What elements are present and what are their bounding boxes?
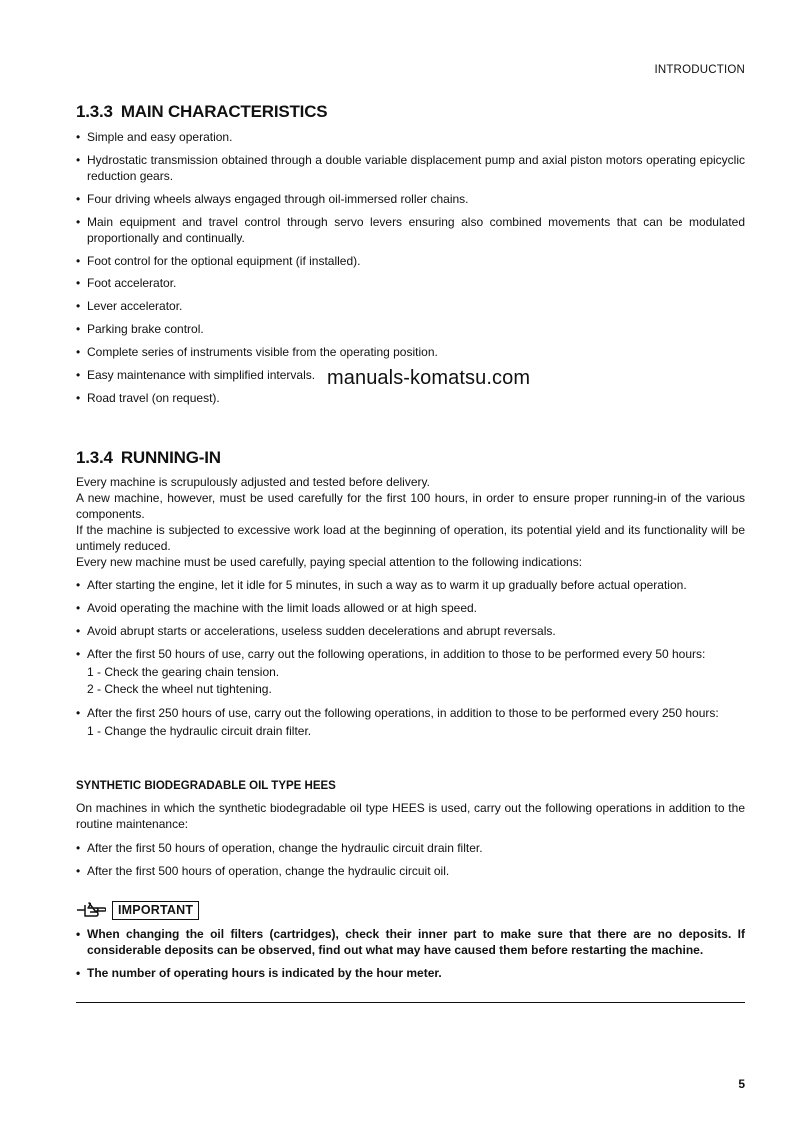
important-list xyxy=(76,926,745,988)
list-item: • Hydrostatic transmission obtained through a double variable displacement pump and axial piston motors operating epicyclic reduction gears. xyxy=(76,152,745,184)
important-label: IMPORTANT xyxy=(112,901,199,920)
list-item: • After the first 500 hours of operation, change the hydraulic circuit oil. xyxy=(76,863,745,879)
intro-paragraph: Every machine is scrupulously adjusted and tested before delivery. xyxy=(76,475,430,489)
list-item: • Complete series of instruments visible from the operating position. xyxy=(76,344,745,360)
list-item: • Avoid abrupt starts or accelerations, useless sudden decelerations and abrupt reversals. xyxy=(76,623,745,639)
sub-item xyxy=(87,723,745,740)
intro-paragraph: Every new machine must be used carefully, paying special attention to the following indications: xyxy=(76,555,583,569)
list-item: • Easy maintenance with simplified intervals. xyxy=(76,367,745,383)
list-item: • Four driving wheels always engaged through oil-immersed roller chains. xyxy=(76,191,745,207)
heading-number: 1.3.3 xyxy=(76,102,113,121)
sub-item-text: - Check the wheel nut tightening. xyxy=(93,681,272,696)
list-item: • Lever accelerator. xyxy=(76,298,745,314)
list-item: • Parking brake control. xyxy=(76,321,745,337)
hees-list xyxy=(76,840,745,886)
heading-title: RUNNING-IN xyxy=(120,448,221,467)
sub-list xyxy=(87,723,745,740)
page-number: 5 xyxy=(738,1077,745,1091)
main-characteristics-heading xyxy=(76,102,327,122)
pointing-hand-icon xyxy=(76,901,106,919)
section-header-label: INTRODUCTION xyxy=(654,64,745,76)
hees-subheading: SYNTHETIC BIODEGRADABLE OIL TYPE HEES xyxy=(76,780,336,792)
intro-paragraph: If the machine is subjected to excessive work load at the beginning of operation, its potential yield and its functionality will be untimely reduced. xyxy=(76,523,745,553)
list-item: • After the first 50 hours of operation, change the hydraulic circuit drain filter. xyxy=(76,840,745,856)
list-item: • When changing the oil filters (cartridges), check their inner part to make sure that there are no deposits. If considerable deposits can be observed, find out what may have caused them before restarting the machine. xyxy=(76,926,745,958)
list-item: • Main equipment and travel control through servo levers ensuring also combined movements that can be modulated proportionally and continually. xyxy=(76,214,745,246)
sub-item-number: 2 xyxy=(87,681,94,696)
sub-item-text: - Change the hydraulic circuit drain filter. xyxy=(93,723,312,738)
watermark-link[interactable]: manuals-komatsu.com xyxy=(327,367,531,389)
list-item: • Simple and easy operation. xyxy=(76,129,745,145)
list-item: • Road travel (on request). xyxy=(76,390,745,406)
heading-title: MAIN CHARACTERISTICS xyxy=(120,102,328,121)
sub-item xyxy=(87,681,745,698)
sub-list xyxy=(87,664,745,698)
list-item: • Foot accelerator. xyxy=(76,275,745,291)
sub-item-number: 1 xyxy=(87,664,94,679)
list-item-50-hours xyxy=(76,646,745,698)
list-item: • After starting the engine, let it idle for 5 minutes, in such a way as to warm it up gradually before actual operation. xyxy=(76,577,745,593)
important-notice-header xyxy=(76,900,199,920)
running-in-intro xyxy=(76,474,745,570)
list-item: • The number of operating hours is indicated by the hour meter. xyxy=(76,965,745,981)
section-divider xyxy=(76,1002,745,1003)
intro-paragraph: A new machine, however, must be used carefully for the first 100 hours, in order to ensure proper running-in of the various components. xyxy=(76,491,745,521)
hees-paragraph: On machines in which the synthetic biodegradable oil type HEES is used, carry out the following operations in addition to the routine maintenance: xyxy=(76,801,745,831)
heading-number: 1.3.4 xyxy=(76,448,113,467)
sub-item-number: 1 xyxy=(87,723,94,738)
item-text: After the first 50 hours of use, carry out the following operations, in addition to those to be performed every 50 hours: xyxy=(87,646,706,661)
sub-item-text: - Check the gearing chain tension. xyxy=(93,664,280,679)
running-in-list xyxy=(76,577,745,746)
running-in-heading xyxy=(76,448,221,468)
item-text: After the first 250 hours of use, carry out the following operations, in addition to those to be performed every 250 hours: xyxy=(87,705,719,720)
sub-item xyxy=(87,664,745,681)
list-item-250-hours xyxy=(76,705,745,740)
list-item: • Foot control for the optional equipment (if installed). xyxy=(76,253,745,269)
list-item: • Avoid operating the machine with the limit loads allowed or at high speed. xyxy=(76,600,745,616)
